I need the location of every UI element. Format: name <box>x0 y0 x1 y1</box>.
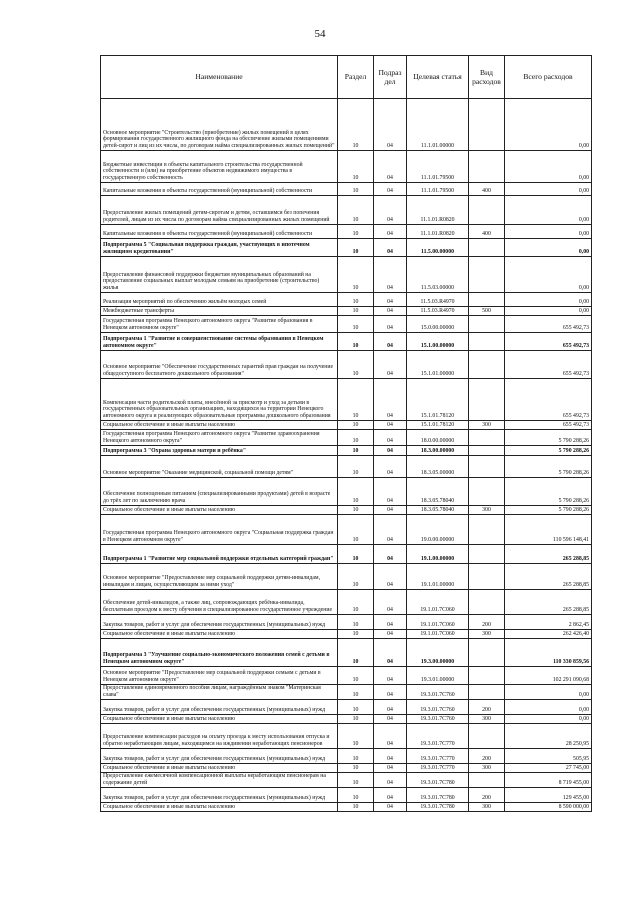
row-target-cell: 18.3.05.00000 <box>407 456 469 478</box>
row-total-cell: 110 330 859,56 <box>505 639 592 667</box>
row-exp-type-cell: 300 <box>469 630 505 639</box>
row-target-cell: 11.1.01.79500 <box>407 151 469 183</box>
row-subsection-cell: 04 <box>374 421 407 430</box>
row-subsection-cell: 04 <box>374 239 407 257</box>
row-exp-type-cell <box>469 564 505 590</box>
row-section-cell: 10 <box>338 724 374 749</box>
row-target-cell: 19.3.01.7C760 <box>407 700 469 715</box>
row-exp-type-cell: 300 <box>469 506 505 515</box>
row-total-cell: 0,00 <box>505 183 592 196</box>
row-total-cell: 0,00 <box>505 225 592 239</box>
row-target-cell: 19.3.00.00000 <box>407 639 469 667</box>
row-target-cell: 19.1.01.7C060 <box>407 630 469 639</box>
table-row <box>101 700 592 715</box>
row-exp-type-cell <box>469 351 505 379</box>
budget-table <box>100 55 592 812</box>
row-section-cell: 10 <box>338 99 374 151</box>
row-section-cell: 10 <box>338 293 374 307</box>
row-target-cell: 15.1.01.78120 <box>407 379 469 421</box>
row-exp-type-cell: 200 <box>469 615 505 630</box>
row-total-cell: 0,00 <box>505 239 592 257</box>
row-total-cell: 0,00 <box>505 700 592 715</box>
row-section-cell: 10 <box>338 667 374 685</box>
row-exp-type-cell <box>469 151 505 183</box>
table-row <box>101 545 592 564</box>
row-total-cell: 0,00 <box>505 307 592 316</box>
row-total-cell: 5 790 288,26 <box>505 506 592 515</box>
table-row <box>101 715 592 724</box>
row-target-cell: 19.0.00.00000 <box>407 515 469 545</box>
row-total-cell: 265 288,85 <box>505 545 592 564</box>
row-section-cell: 10 <box>338 803 374 812</box>
row-section-cell: 10 <box>338 196 374 225</box>
row-exp-type-cell: 400 <box>469 225 505 239</box>
row-exp-type-cell <box>469 545 505 564</box>
table-row <box>101 685 592 700</box>
row-exp-type-cell <box>469 196 505 225</box>
row-total-cell: 28 250,95 <box>505 724 592 749</box>
header-row <box>101 56 592 99</box>
row-exp-type-cell <box>469 293 505 307</box>
row-name-cell: Капитальные вложения в объекты государственной (муниципальной) собственности <box>101 183 338 196</box>
row-name-cell: Подпрограмма 3 "Охрана здоровья матери и ребёнка" <box>101 446 338 456</box>
row-total-cell: 655 492,73 <box>505 351 592 379</box>
row-total-cell: 505,95 <box>505 749 592 764</box>
row-target-cell: 19.3.01.7C780 <box>407 803 469 812</box>
row-name-cell: Предоставление компенсации расходов на оплату проезда к месту использования отпуска и обратно неработающим лицам, находящимся на иждивении неработающих пенсионеров <box>101 724 338 749</box>
row-total-cell: 265 288,85 <box>505 564 592 590</box>
table-row <box>101 764 592 773</box>
row-target-cell: 11.5.03.R4970 <box>407 307 469 316</box>
row-total-cell: 0,00 <box>505 715 592 724</box>
row-name-cell: Подпрограмма 1 "Развитие и совершенствование системы образования в Ненецком автономном округе" <box>101 333 338 351</box>
row-exp-type-cell: 200 <box>469 749 505 764</box>
row-target-cell: 19.1.01.00000 <box>407 564 469 590</box>
row-exp-type-cell <box>469 316 505 333</box>
row-subsection-cell: 04 <box>374 639 407 667</box>
row-total-cell: 262 426,40 <box>505 630 592 639</box>
col-header-exp-type: Вид расходов <box>469 56 505 99</box>
row-total-cell: 8 590 000,00 <box>505 803 592 812</box>
row-name-cell: Предоставление единовременного пособия лицам, награждённым знаком "Материнская слава" <box>101 685 338 700</box>
row-section-cell: 10 <box>338 749 374 764</box>
row-name-cell: Государственная программа Ненецкого автономного округа "Развитие образования в Ненецком автономном округе" <box>101 316 338 333</box>
row-section-cell: 10 <box>338 379 374 421</box>
row-target-cell: 11.5.03.R4970 <box>407 293 469 307</box>
row-name-cell: Межбюджетные трансферты <box>101 307 338 316</box>
row-target-cell: 11.1.01.00000 <box>407 99 469 151</box>
row-exp-type-cell <box>469 430 505 446</box>
row-name-cell: Обеспечение детей-инвалидов, а также лиц, сопровождающих ребёнка-инвалида, бесплатным проездом к месту обучения в специализированное государственное учреждение <box>101 590 338 615</box>
row-name-cell: Закупка товаров, работ и услуг для обеспечения государственных (муниципальных) нужд <box>101 700 338 715</box>
row-target-cell: 18.3.05.78040 <box>407 506 469 515</box>
row-total-cell: 5 790 288,26 <box>505 446 592 456</box>
row-name-cell: Основное мероприятие "Обеспечение государственных гарантий прав граждан на получение общедоступного бесплатного дошкольного образования" <box>101 351 338 379</box>
row-total-cell: 0,00 <box>505 293 592 307</box>
row-section-cell: 10 <box>338 421 374 430</box>
row-section-cell: 10 <box>338 773 374 788</box>
row-section-cell: 10 <box>338 764 374 773</box>
table-row <box>101 430 592 446</box>
col-header-section: Раздел <box>338 56 374 99</box>
row-section-cell: 10 <box>338 456 374 478</box>
table-row <box>101 506 592 515</box>
row-target-cell: 19.3.01.7C770 <box>407 724 469 749</box>
row-subsection-cell: 04 <box>374 307 407 316</box>
row-subsection-cell: 04 <box>374 293 407 307</box>
row-subsection-cell: 04 <box>374 183 407 196</box>
table-row <box>101 630 592 639</box>
row-name-cell: Основное мероприятие "Предоставление мер социальной поддержки семьям с детьми в Ненецком автономном округе" <box>101 667 338 685</box>
row-target-cell: 19.3.01.7C780 <box>407 788 469 803</box>
row-subsection-cell: 04 <box>374 724 407 749</box>
row-name-cell: Основное мероприятие "Оказание медицинской, социальной помощи детям" <box>101 456 338 478</box>
table-row <box>101 99 592 151</box>
row-exp-type-cell <box>469 446 505 456</box>
row-subsection-cell: 04 <box>374 788 407 803</box>
row-name-cell: Закупка товаров, работ и услуг для обеспечения государственных (муниципальных) нужд <box>101 749 338 764</box>
table-row <box>101 515 592 545</box>
table-row <box>101 257 592 293</box>
row-section-cell: 10 <box>338 545 374 564</box>
row-target-cell: 15.1.01.78120 <box>407 421 469 430</box>
row-subsection-cell: 04 <box>374 225 407 239</box>
row-section-cell: 10 <box>338 430 374 446</box>
row-subsection-cell: 04 <box>374 564 407 590</box>
row-section-cell: 10 <box>338 151 374 183</box>
table-row <box>101 564 592 590</box>
row-target-cell: 19.3.01.7C780 <box>407 773 469 788</box>
row-subsection-cell: 04 <box>374 456 407 478</box>
row-subsection-cell: 04 <box>374 764 407 773</box>
col-header-target: Целевая статья <box>407 56 469 99</box>
row-exp-type-cell <box>469 685 505 700</box>
table-row <box>101 788 592 803</box>
row-section-cell: 10 <box>338 615 374 630</box>
row-target-cell: 15.1.00.00000 <box>407 333 469 351</box>
row-section-cell: 10 <box>338 700 374 715</box>
row-section-cell: 10 <box>338 515 374 545</box>
row-subsection-cell: 04 <box>374 803 407 812</box>
row-exp-type-cell: 300 <box>469 421 505 430</box>
row-subsection-cell: 04 <box>374 151 407 183</box>
row-exp-type-cell <box>469 257 505 293</box>
row-exp-type-cell: 200 <box>469 700 505 715</box>
row-name-cell: Государственная программа Ненецкого автономного округа "Развитие здравоохранения Ненецкого автономного округа" <box>101 430 338 446</box>
row-total-cell: 129 455,00 <box>505 788 592 803</box>
row-target-cell: 19.3.01.7C760 <box>407 685 469 700</box>
row-target-cell: 19.3.01.7C760 <box>407 715 469 724</box>
row-subsection-cell: 04 <box>374 685 407 700</box>
row-subsection-cell: 04 <box>374 351 407 379</box>
col-header-subsection: Подраз дел <box>374 56 407 99</box>
table-row <box>101 307 592 316</box>
row-section-cell: 10 <box>338 333 374 351</box>
row-target-cell: 19.1.00.00000 <box>407 545 469 564</box>
table-row <box>101 421 592 430</box>
row-target-cell: 19.1.01.7C060 <box>407 590 469 615</box>
table-row <box>101 773 592 788</box>
row-exp-type-cell <box>469 379 505 421</box>
row-name-cell: Предоставление финансовой поддержки бюджетам муниципальных образований на предоставление социальных выплат молодым семьям на приобретение (строительство) жилья <box>101 257 338 293</box>
row-section-cell: 10 <box>338 788 374 803</box>
row-subsection-cell: 04 <box>374 749 407 764</box>
row-total-cell: 5 790 288,26 <box>505 456 592 478</box>
row-exp-type-cell: 300 <box>469 715 505 724</box>
row-name-cell: Закупка товаров, работ и услуг для обеспечения государственных (муниципальных) нужд <box>101 788 338 803</box>
row-name-cell: Социальное обеспечение и иные выплаты населению <box>101 715 338 724</box>
row-name-cell: Закупка товаров, работ и услуг для обеспечения государственных (муниципальных) нужд <box>101 615 338 630</box>
table-row <box>101 456 592 478</box>
row-target-cell: 11.5.03.00000 <box>407 257 469 293</box>
row-name-cell: Основное мероприятие "Предоставление мер социальной поддержки детям-инвалидам, инвалидам и лицам, осуществляющим за ними уход" <box>101 564 338 590</box>
row-name-cell: Социальное обеспечение и иные выплаты населению <box>101 764 338 773</box>
row-subsection-cell: 04 <box>374 515 407 545</box>
table-row <box>101 615 592 630</box>
row-total-cell: 265 288,85 <box>505 590 592 615</box>
row-total-cell: 0,00 <box>505 685 592 700</box>
row-total-cell: 8 719 455,00 <box>505 773 592 788</box>
row-name-cell: Компенсация части родительской платы, внесённой за присмотр и уход за детьми в государственных образовательных организациях, находящихся на территории Ненецкого автономного округа и реализующих образовательные программы дошкольного образования <box>101 379 338 421</box>
row-exp-type-cell: 200 <box>469 788 505 803</box>
table-row <box>101 351 592 379</box>
row-section-cell: 10 <box>338 257 374 293</box>
row-exp-type-cell <box>469 239 505 257</box>
row-total-cell: 2 862,45 <box>505 615 592 630</box>
row-target-cell: 19.3.01.7C770 <box>407 749 469 764</box>
row-name-cell: Социальное обеспечение и иные выплаты населению <box>101 506 338 515</box>
row-exp-type-cell: 300 <box>469 803 505 812</box>
row-target-cell: 19.3.01.7C770 <box>407 764 469 773</box>
table-row <box>101 225 592 239</box>
row-section-cell: 10 <box>338 239 374 257</box>
row-subsection-cell: 04 <box>374 715 407 724</box>
row-target-cell: 18.0.00.00000 <box>407 430 469 446</box>
row-name-cell: Подпрограмма 5 "Социальная поддержка граждан, участвующих в ипотечном жилищном кредитовании" <box>101 239 338 257</box>
row-total-cell: 110 596 148,41 <box>505 515 592 545</box>
row-name-cell: Предоставление жилых помещений детям-сиротам и детям, оставшимся без попечения родителей, лицам из их числа по договорам найма специализированных жилых помещений <box>101 196 338 225</box>
row-section-cell: 10 <box>338 478 374 506</box>
table-row <box>101 724 592 749</box>
row-total-cell: 655 492,73 <box>505 421 592 430</box>
row-subsection-cell: 04 <box>374 700 407 715</box>
table-row <box>101 639 592 667</box>
row-name-cell: Капитальные вложения в объекты государственной (муниципальной) собственности <box>101 225 338 239</box>
row-target-cell: 11.5.00.00000 <box>407 239 469 257</box>
table-row <box>101 196 592 225</box>
row-subsection-cell: 04 <box>374 196 407 225</box>
row-total-cell: 655 492,73 <box>505 333 592 351</box>
row-section-cell: 10 <box>338 506 374 515</box>
row-section-cell: 10 <box>338 183 374 196</box>
row-subsection-cell: 04 <box>374 590 407 615</box>
row-subsection-cell: 04 <box>374 630 407 639</box>
row-section-cell: 10 <box>338 564 374 590</box>
table-row <box>101 239 592 257</box>
row-subsection-cell: 04 <box>374 379 407 421</box>
row-exp-type-cell: 500 <box>469 307 505 316</box>
row-subsection-cell: 04 <box>374 773 407 788</box>
row-section-cell: 10 <box>338 685 374 700</box>
row-total-cell: 0,00 <box>505 196 592 225</box>
row-subsection-cell: 04 <box>374 333 407 351</box>
row-subsection-cell: 04 <box>374 506 407 515</box>
table-row <box>101 151 592 183</box>
row-total-cell: 0,00 <box>505 99 592 151</box>
table-row <box>101 803 592 812</box>
row-section-cell: 10 <box>338 225 374 239</box>
col-header-name: Наименование <box>101 56 338 99</box>
row-target-cell: 19.1.01.7C060 <box>407 615 469 630</box>
row-section-cell: 10 <box>338 590 374 615</box>
row-subsection-cell: 04 <box>374 446 407 456</box>
row-section-cell: 10 <box>338 715 374 724</box>
row-total-cell: 0,00 <box>505 151 592 183</box>
table-row <box>101 446 592 456</box>
row-target-cell: 11.1.01.R0820 <box>407 196 469 225</box>
row-total-cell: 5 790 288,26 <box>505 430 592 446</box>
row-subsection-cell: 04 <box>374 615 407 630</box>
row-total-cell: 655 492,73 <box>505 379 592 421</box>
row-subsection-cell: 04 <box>374 430 407 446</box>
row-name-cell: Обеспечение полноценным питанием (специализированными продуктами) детей в возрасте до трёх лет по заключению врача <box>101 478 338 506</box>
row-subsection-cell: 04 <box>374 257 407 293</box>
table-row <box>101 749 592 764</box>
row-target-cell: 18.3.00.00000 <box>407 446 469 456</box>
row-exp-type-cell <box>469 333 505 351</box>
row-name-cell: Государственная программа Ненецкого автономного округа "Социальная поддержка граждан в Ненецком автономном округе" <box>101 515 338 545</box>
row-name-cell: Предоставление ежемесячной компенсационной выплаты неработающим пенсионерам на содержание детей <box>101 773 338 788</box>
row-total-cell: 655 492,73 <box>505 316 592 333</box>
row-total-cell: 5 790 288,26 <box>505 478 592 506</box>
table-row <box>101 183 592 196</box>
table-body <box>101 99 592 812</box>
table-row <box>101 478 592 506</box>
row-exp-type-cell <box>469 478 505 506</box>
row-name-cell: Основное мероприятие "Строительство (приобретение) жилых помещений в целях формирования государственного жилищного фонда на обеспечение жилыми помещениями детей-сирот и лиц из их числа, по договорам найма специализированных жилых помещений" <box>101 99 338 151</box>
row-name-cell: Социальное обеспечение и иные выплаты населению <box>101 630 338 639</box>
row-exp-type-cell <box>469 456 505 478</box>
row-section-cell: 10 <box>338 307 374 316</box>
row-section-cell: 10 <box>338 316 374 333</box>
row-subsection-cell: 04 <box>374 667 407 685</box>
table-row <box>101 667 592 685</box>
row-name-cell: Реализация мероприятий по обеспечению жильём молодых семей <box>101 293 338 307</box>
table-row <box>101 590 592 615</box>
row-target-cell: 11.1.01.79500 <box>407 183 469 196</box>
row-total-cell: 27 745,00 <box>505 764 592 773</box>
row-target-cell: 15.0.00.00000 <box>407 316 469 333</box>
row-exp-type-cell: 400 <box>469 183 505 196</box>
row-name-cell: Социальное обеспечение и иные выплаты населению <box>101 421 338 430</box>
row-exp-type-cell <box>469 773 505 788</box>
table-row <box>101 379 592 421</box>
row-target-cell: 19.3.01.00000 <box>407 667 469 685</box>
row-total-cell: 102 291 090,68 <box>505 667 592 685</box>
row-target-cell: 15.1.01.00000 <box>407 351 469 379</box>
row-exp-type-cell <box>469 667 505 685</box>
row-name-cell: Бюджетные инвестиции в объекты капитального строительства государственной собственности и (или) на приобретение объектов недвижимого имущества в государственную собственность <box>101 151 338 183</box>
row-name-cell: Подпрограмма 1 "Развитие мер социальной поддержки отдельных категорий граждан" <box>101 545 338 564</box>
table-row <box>101 333 592 351</box>
row-exp-type-cell <box>469 724 505 749</box>
row-section-cell: 10 <box>338 630 374 639</box>
row-section-cell: 10 <box>338 351 374 379</box>
row-exp-type-cell <box>469 639 505 667</box>
row-exp-type-cell: 300 <box>469 764 505 773</box>
row-section-cell: 10 <box>338 446 374 456</box>
row-total-cell: 0,00 <box>505 257 592 293</box>
row-exp-type-cell <box>469 515 505 545</box>
col-header-total: Всего расходов <box>505 56 592 99</box>
table-row <box>101 316 592 333</box>
row-subsection-cell: 04 <box>374 478 407 506</box>
table-row <box>101 293 592 307</box>
row-subsection-cell: 04 <box>374 316 407 333</box>
row-section-cell: 10 <box>338 639 374 667</box>
row-exp-type-cell <box>469 99 505 151</box>
row-subsection-cell: 04 <box>374 99 407 151</box>
page-number: 54 <box>314 28 326 40</box>
row-target-cell: 18.3.05.78040 <box>407 478 469 506</box>
row-target-cell: 11.1.01.R0820 <box>407 225 469 239</box>
row-name-cell: Подпрограмма 3 "Улучшение социально-экономического положения семей с детьми в Ненецком автономном округе" <box>101 639 338 667</box>
row-exp-type-cell <box>469 590 505 615</box>
row-subsection-cell: 04 <box>374 545 407 564</box>
row-name-cell: Социальное обеспечение и иные выплаты населению <box>101 803 338 812</box>
